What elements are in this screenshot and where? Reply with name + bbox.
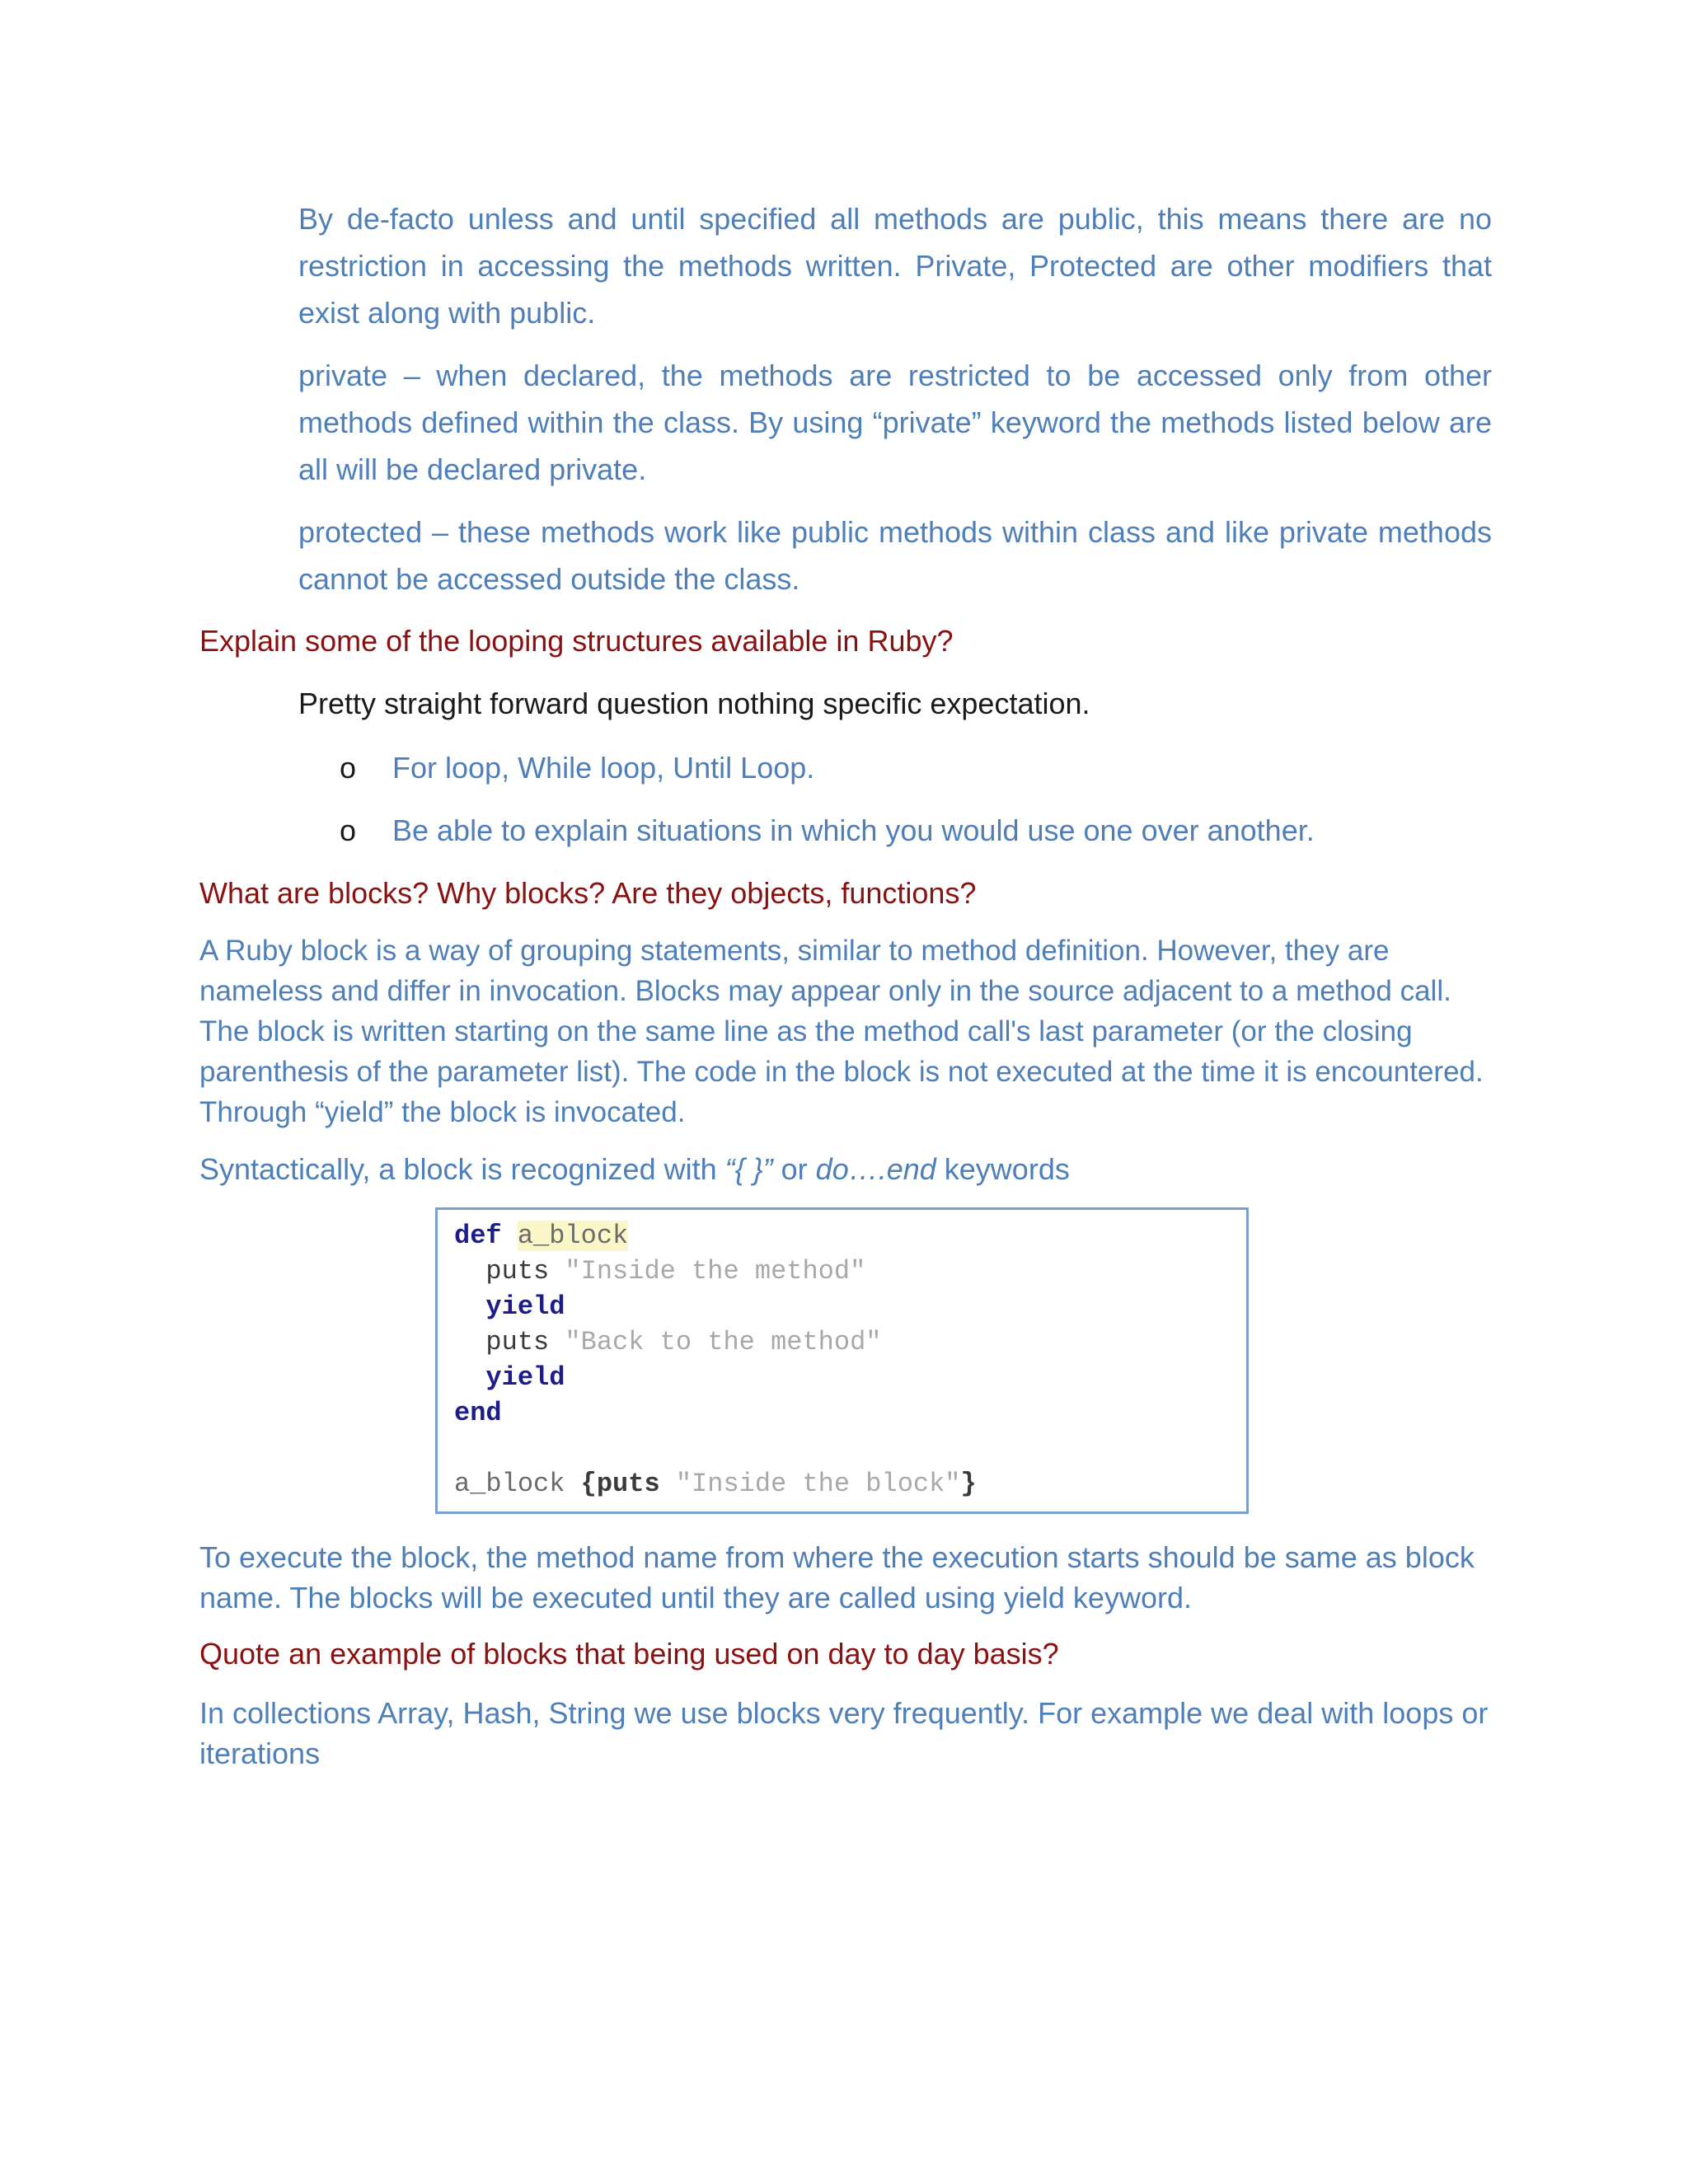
code-line (454, 1395, 502, 1432)
syntax-do-end: do….end (815, 1152, 936, 1186)
bullet-marker: o (340, 813, 357, 847)
execute-note: To execute the block, the method name from where the execution starts should be same as block name. The blocks will be executed until they are called using yield keyword. (199, 1540, 1475, 1615)
daily-use-answer: In collections Array, Hash, String we use blocks very frequently. For example we deal with loops or iterations (199, 1696, 1489, 1770)
code-line (454, 1254, 865, 1290)
access-modifiers-intro: By de-facto unless and until specified all methods are public, this means there are no restriction in accessing the methods written. Private, Protected are other modifiers that exist along with public. (298, 202, 1492, 330)
code-string: "Back to the method" (565, 1327, 882, 1357)
code-example-box (435, 1207, 1249, 1514)
code-block-close: } (960, 1469, 977, 1499)
looping-bullet: For loop, While loop, Until Loop. (392, 751, 815, 785)
code-keyword: yield (485, 1291, 565, 1322)
blocks-question: What are blocks? Why blocks? Are they objects, functions? (199, 876, 977, 910)
looping-question: Explain some of the looping structures available in Ruby? (199, 624, 954, 658)
code-block-open: {puts (580, 1469, 660, 1499)
code-command: puts (485, 1256, 550, 1286)
blocks-answer: A Ruby block is a way of grouping statements, similar to method definition. However, they are nameless and differ in invocation. Blocks may appear only in the source adjacent to a method call. The block is written starting on the same line as the method call's last parameter (or the closing parenthesis of the parameter list). The code in the block is not executed at the time it is encountered. Through “yield” the block is invocated. (199, 935, 1484, 1128)
code-keyword: yield (485, 1362, 565, 1393)
protected-description: protected – these methods work like public methods within class and like private methods cannot be accessed outside the class. (298, 515, 1492, 596)
code-string: "Inside the block" (675, 1469, 961, 1499)
code-line (454, 1360, 565, 1396)
daily-use-question: Quote an example of blocks that being used on day to day basis? (199, 1637, 1059, 1671)
code-line (454, 1466, 977, 1502)
syntax-braces: “{ }” (724, 1152, 773, 1186)
code-method-name: a_block (517, 1221, 629, 1251)
looping-bullet: Be able to explain situations in which you would use one over another. (392, 813, 1315, 847)
syntax-prefix: Syntactically, a block is recognized with (199, 1152, 725, 1186)
bullet-marker: o (340, 751, 357, 785)
code-command: puts (485, 1327, 550, 1357)
block-syntax-line (199, 1150, 1070, 1189)
code-line (454, 1289, 565, 1325)
syntax-suffix: keywords (935, 1152, 1070, 1186)
code-keyword: def (454, 1221, 502, 1251)
code-keyword: end (454, 1398, 502, 1428)
syntax-or: or (772, 1152, 816, 1186)
private-description: private – when declared, the methods are restricted to be accessed only from other methods defined within the class. By using “private” keyword the methods listed below are all will be declared private. (298, 359, 1492, 486)
code-line (454, 1324, 881, 1361)
code-string: "Inside the method" (565, 1256, 866, 1286)
looping-note: Pretty straight forward question nothing specific expectation. (298, 687, 1090, 720)
code-call: a_block (454, 1469, 565, 1499)
code-line (454, 1218, 628, 1254)
